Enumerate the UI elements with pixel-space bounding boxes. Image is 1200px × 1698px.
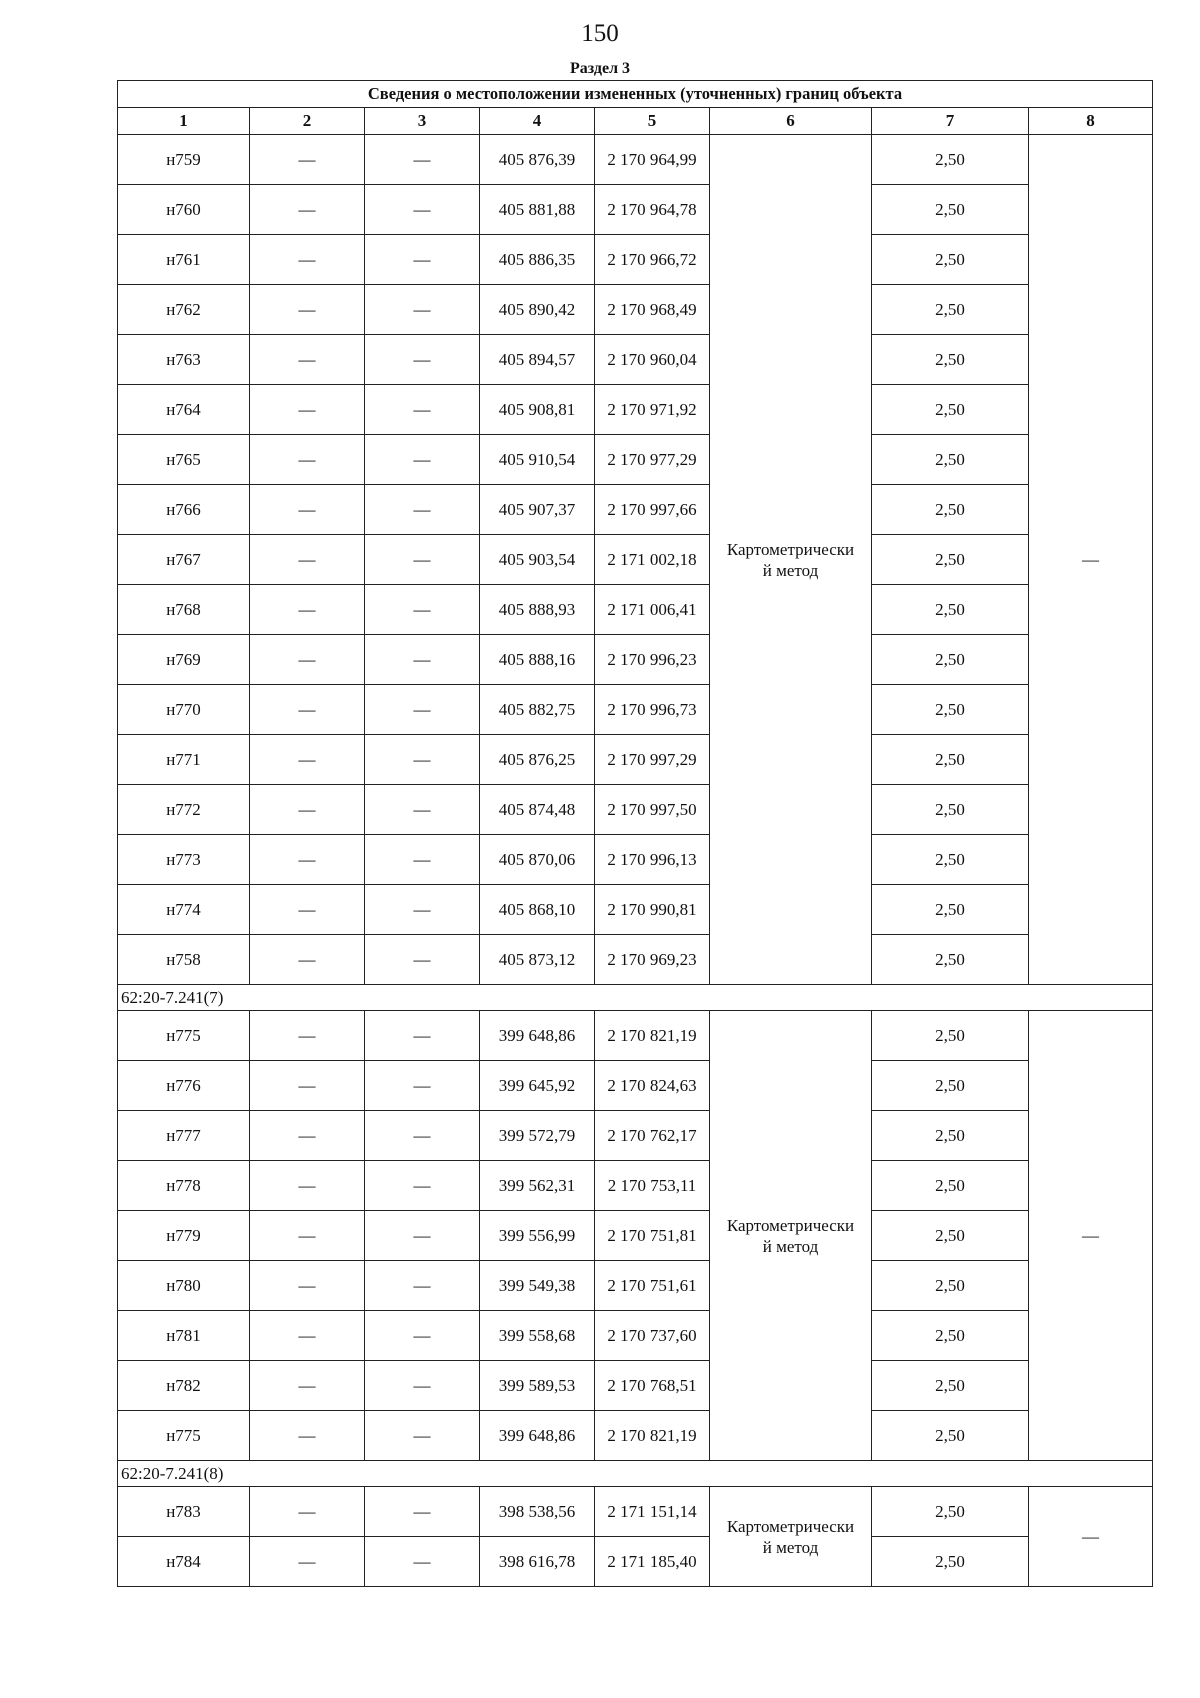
y-coordinate-cell: 2 170 966,72 [595, 235, 710, 285]
x-coordinate-cell: 405 910,54 [480, 435, 595, 485]
accuracy-cell: 2,50 [872, 135, 1029, 185]
table-row [118, 335, 1153, 385]
col3-cell: — [365, 1261, 480, 1311]
col3-cell: — [365, 235, 480, 285]
col3-cell: — [365, 1111, 480, 1161]
col3-cell: — [365, 385, 480, 435]
point-name-cell: н784 [118, 1537, 250, 1587]
x-coordinate-cell: 405 890,42 [480, 285, 595, 335]
y-coordinate-cell: 2 170 824,63 [595, 1061, 710, 1111]
accuracy-cell: 2,50 [872, 685, 1029, 735]
accuracy-cell: 2,50 [872, 1011, 1029, 1061]
x-coordinate-cell: 399 556,99 [480, 1211, 595, 1261]
x-coordinate-cell: 398 616,78 [480, 1537, 595, 1587]
method-text-line: й метод [762, 1537, 819, 1557]
col2-cell: — [250, 1411, 365, 1461]
col2-cell: — [250, 885, 365, 935]
col2-cell: — [250, 585, 365, 635]
coordinates-table [117, 80, 1153, 1587]
accuracy-cell: 2,50 [872, 1061, 1029, 1111]
accuracy-cell: 2,50 [872, 1211, 1029, 1261]
x-coordinate-cell: 405 888,93 [480, 585, 595, 635]
table-row [118, 535, 1153, 585]
x-coordinate-cell: 399 549,38 [480, 1261, 595, 1311]
col3-cell: — [365, 935, 480, 985]
method-text-line: й метод [762, 1236, 819, 1256]
x-coordinate-cell: 405 894,57 [480, 335, 595, 385]
accuracy-cell: 2,50 [872, 785, 1029, 835]
col2-cell: — [250, 1111, 365, 1161]
col3-cell: — [365, 285, 480, 335]
col3-cell: — [365, 785, 480, 835]
col2-cell: — [250, 485, 365, 535]
column-number-header: 4 [480, 108, 595, 135]
y-coordinate-cell: 2 170 964,99 [595, 135, 710, 185]
col8-cell: — [1029, 135, 1153, 985]
point-name-cell: н766 [118, 485, 250, 535]
y-coordinate-cell: 2 170 821,19 [595, 1011, 710, 1061]
method-text-line: Картометрически [726, 1215, 855, 1235]
y-coordinate-cell: 2 170 737,60 [595, 1311, 710, 1361]
table-row [118, 385, 1153, 435]
table-row [118, 1261, 1153, 1311]
table-row [118, 585, 1153, 635]
col2-cell: — [250, 635, 365, 685]
column-number-header: 8 [1029, 108, 1153, 135]
col2-cell: — [250, 1011, 365, 1061]
y-coordinate-cell: 2 170 964,78 [595, 185, 710, 235]
accuracy-cell: 2,50 [872, 185, 1029, 235]
x-coordinate-cell: 399 648,86 [480, 1411, 595, 1461]
point-name-cell: н764 [118, 385, 250, 435]
point-name-cell: н762 [118, 285, 250, 335]
column-number-row [118, 108, 1153, 135]
x-coordinate-cell: 399 562,31 [480, 1161, 595, 1211]
accuracy-cell: 2,50 [872, 435, 1029, 485]
accuracy-cell: 2,50 [872, 1537, 1029, 1587]
y-coordinate-cell: 2 170 960,04 [595, 335, 710, 385]
accuracy-cell: 2,50 [872, 235, 1029, 285]
accuracy-cell: 2,50 [872, 1111, 1029, 1161]
accuracy-cell: 2,50 [872, 285, 1029, 335]
point-name-cell: н781 [118, 1311, 250, 1361]
y-coordinate-cell: 2 170 997,50 [595, 785, 710, 835]
col2-cell: — [250, 785, 365, 835]
column-number-header: 2 [250, 108, 365, 135]
col2-cell: — [250, 285, 365, 335]
col2-cell: — [250, 935, 365, 985]
point-name-cell: н780 [118, 1261, 250, 1311]
table-row [118, 735, 1153, 785]
y-coordinate-cell: 2 170 990,81 [595, 885, 710, 935]
col3-cell: — [365, 885, 480, 935]
x-coordinate-cell: 399 645,92 [480, 1061, 595, 1111]
y-coordinate-cell: 2 171 002,18 [595, 535, 710, 585]
x-coordinate-cell: 405 870,06 [480, 835, 595, 885]
col3-cell: — [365, 635, 480, 685]
point-name-cell: н763 [118, 335, 250, 385]
y-coordinate-cell: 2 170 768,51 [595, 1361, 710, 1411]
parcel-label: 62:20-7.241(7) [118, 985, 1153, 1011]
col2-cell: — [250, 1261, 365, 1311]
col3-cell: — [365, 585, 480, 635]
section-title: Раздел 3 [569, 60, 631, 77]
accuracy-cell: 2,50 [872, 1161, 1029, 1211]
col2-cell: — [250, 185, 365, 235]
y-coordinate-cell: 2 171 151,14 [595, 1487, 710, 1537]
col3-cell: — [365, 435, 480, 485]
point-name-cell: н778 [118, 1161, 250, 1211]
col3-cell: — [365, 685, 480, 735]
col2-cell: — [250, 535, 365, 585]
col3-cell: — [365, 1411, 480, 1461]
table-row [118, 1211, 1153, 1261]
table-title: Сведения о местоположении измененных (уточненных) границ объекта [118, 81, 1153, 108]
x-coordinate-cell: 405 888,16 [480, 635, 595, 685]
col2-cell: — [250, 385, 365, 435]
column-number-header: 7 [872, 108, 1029, 135]
accuracy-cell: 2,50 [872, 485, 1029, 535]
col2-cell: — [250, 335, 365, 385]
col3-cell: — [365, 1211, 480, 1261]
accuracy-cell: 2,50 [872, 1361, 1029, 1411]
accuracy-cell: 2,50 [872, 535, 1029, 585]
y-coordinate-cell: 2 170 971,92 [595, 385, 710, 435]
point-name-cell: н773 [118, 835, 250, 885]
y-coordinate-cell: 2 170 977,29 [595, 435, 710, 485]
table-row [118, 1161, 1153, 1211]
table-row [118, 185, 1153, 235]
x-coordinate-cell: 398 538,56 [480, 1487, 595, 1537]
x-coordinate-cell: 405 873,12 [480, 935, 595, 985]
parcel-group-row [118, 985, 1153, 1011]
col2-cell: — [250, 735, 365, 785]
column-number-header: 5 [595, 108, 710, 135]
table-row [118, 1011, 1153, 1061]
parcel-group-row [118, 1461, 1153, 1487]
col2-cell: — [250, 1487, 365, 1537]
table-row [118, 835, 1153, 885]
point-name-cell: н771 [118, 735, 250, 785]
col2-cell: — [250, 435, 365, 485]
point-name-cell: н775 [118, 1411, 250, 1461]
point-name-cell: н758 [118, 935, 250, 985]
y-coordinate-cell: 2 171 185,40 [595, 1537, 710, 1587]
col3-cell: — [365, 1311, 480, 1361]
x-coordinate-cell: 405 874,48 [480, 785, 595, 835]
accuracy-cell: 2,50 [872, 735, 1029, 785]
column-number-header: 6 [710, 108, 872, 135]
x-coordinate-cell: 405 876,39 [480, 135, 595, 185]
col2-cell: — [250, 1361, 365, 1411]
x-coordinate-cell: 405 868,10 [480, 885, 595, 935]
accuracy-cell: 2,50 [872, 335, 1029, 385]
col2-cell: — [250, 1211, 365, 1261]
col3-cell: — [365, 1011, 480, 1061]
y-coordinate-cell: 2 170 997,66 [595, 485, 710, 535]
accuracy-cell: 2,50 [872, 835, 1029, 885]
col3-cell: — [365, 1537, 480, 1587]
method-text-line: й метод [762, 560, 819, 580]
page-number: 150 [581, 20, 619, 47]
table-row [118, 1311, 1153, 1361]
accuracy-cell: 2,50 [872, 1311, 1029, 1361]
col2-cell: — [250, 235, 365, 285]
accuracy-cell: 2,50 [872, 635, 1029, 685]
point-name-cell: н765 [118, 435, 250, 485]
point-name-cell: н761 [118, 235, 250, 285]
accuracy-cell: 2,50 [872, 1261, 1029, 1311]
y-coordinate-cell: 2 170 996,13 [595, 835, 710, 885]
table-body [118, 135, 1153, 1587]
y-coordinate-cell: 2 170 968,49 [595, 285, 710, 335]
point-name-cell: н772 [118, 785, 250, 835]
col2-cell: — [250, 1161, 365, 1211]
accuracy-cell: 2,50 [872, 1487, 1029, 1537]
col3-cell: — [365, 135, 480, 185]
point-name-cell: н768 [118, 585, 250, 635]
table-row [118, 1487, 1153, 1537]
table-row [118, 1411, 1153, 1461]
accuracy-cell: 2,50 [872, 935, 1029, 985]
table-row [118, 1361, 1153, 1411]
table-row [118, 285, 1153, 335]
point-name-cell: н760 [118, 185, 250, 235]
method-cell [710, 1011, 872, 1461]
table-row [118, 235, 1153, 285]
table-row [118, 785, 1153, 835]
table-row [118, 635, 1153, 685]
table-row [118, 685, 1153, 735]
y-coordinate-cell: 2 170 821,19 [595, 1411, 710, 1461]
x-coordinate-cell: 405 882,75 [480, 685, 595, 735]
col2-cell: — [250, 835, 365, 885]
col3-cell: — [365, 1361, 480, 1411]
accuracy-cell: 2,50 [872, 385, 1029, 435]
col3-cell: — [365, 1061, 480, 1111]
y-coordinate-cell: 2 170 751,61 [595, 1261, 710, 1311]
table-row [118, 885, 1153, 935]
method-text-line: Картометрически [726, 1516, 855, 1536]
y-coordinate-cell: 2 171 006,41 [595, 585, 710, 635]
col2-cell: — [250, 1311, 365, 1361]
column-number-header: 3 [365, 108, 480, 135]
point-name-cell: н767 [118, 535, 250, 585]
point-name-cell: н783 [118, 1487, 250, 1537]
table-row [118, 1111, 1153, 1161]
column-number-header: 1 [118, 108, 250, 135]
table-row [118, 135, 1153, 185]
x-coordinate-cell: 405 876,25 [480, 735, 595, 785]
col3-cell: — [365, 185, 480, 235]
method-text-line: Картометрически [726, 539, 855, 559]
accuracy-cell: 2,50 [872, 1411, 1029, 1461]
point-name-cell: н782 [118, 1361, 250, 1411]
table-row [118, 435, 1153, 485]
y-coordinate-cell: 2 170 753,11 [595, 1161, 710, 1211]
col8-cell: — [1029, 1011, 1153, 1461]
col3-cell: — [365, 835, 480, 885]
x-coordinate-cell: 405 881,88 [480, 185, 595, 235]
table-row [118, 935, 1153, 985]
y-coordinate-cell: 2 170 762,17 [595, 1111, 710, 1161]
table-row [118, 1061, 1153, 1111]
table-row [118, 1537, 1153, 1587]
point-name-cell: н774 [118, 885, 250, 935]
x-coordinate-cell: 399 648,86 [480, 1011, 595, 1061]
col3-cell: — [365, 535, 480, 585]
col3-cell: — [365, 735, 480, 785]
x-coordinate-cell: 405 907,37 [480, 485, 595, 535]
point-name-cell: н759 [118, 135, 250, 185]
method-cell [710, 1487, 872, 1587]
point-name-cell: н779 [118, 1211, 250, 1261]
x-coordinate-cell: 405 908,81 [480, 385, 595, 435]
x-coordinate-cell: 399 589,53 [480, 1361, 595, 1411]
y-coordinate-cell: 2 170 996,23 [595, 635, 710, 685]
col2-cell: — [250, 685, 365, 735]
point-name-cell: н776 [118, 1061, 250, 1111]
point-name-cell: н775 [118, 1011, 250, 1061]
accuracy-cell: 2,50 [872, 885, 1029, 935]
parcel-label: 62:20-7.241(8) [118, 1461, 1153, 1487]
y-coordinate-cell: 2 170 751,81 [595, 1211, 710, 1261]
point-name-cell: н770 [118, 685, 250, 735]
col2-cell: — [250, 1061, 365, 1111]
point-name-cell: н777 [118, 1111, 250, 1161]
y-coordinate-cell: 2 170 997,29 [595, 735, 710, 785]
col3-cell: — [365, 485, 480, 535]
x-coordinate-cell: 405 903,54 [480, 535, 595, 585]
method-cell [710, 135, 872, 985]
y-coordinate-cell: 2 170 969,23 [595, 935, 710, 985]
table-row [118, 485, 1153, 535]
accuracy-cell: 2,50 [872, 585, 1029, 635]
x-coordinate-cell: 399 558,68 [480, 1311, 595, 1361]
col3-cell: — [365, 1161, 480, 1211]
x-coordinate-cell: 399 572,79 [480, 1111, 595, 1161]
col2-cell: — [250, 135, 365, 185]
col3-cell: — [365, 335, 480, 385]
y-coordinate-cell: 2 170 996,73 [595, 685, 710, 735]
col8-cell: — [1029, 1487, 1153, 1587]
col2-cell: — [250, 1537, 365, 1587]
col3-cell: — [365, 1487, 480, 1537]
x-coordinate-cell: 405 886,35 [480, 235, 595, 285]
point-name-cell: н769 [118, 635, 250, 685]
